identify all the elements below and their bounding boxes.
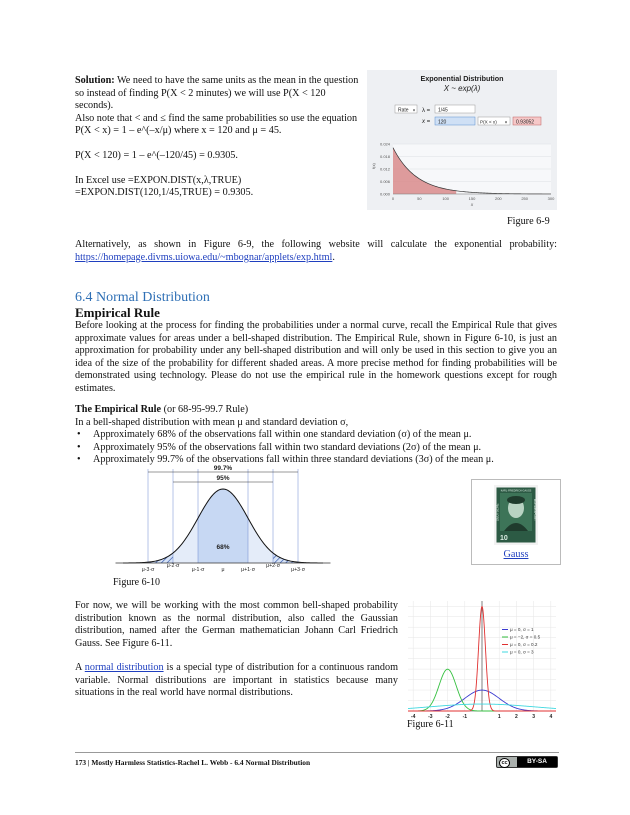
legend-label: μ = 0, σ = 0.2 bbox=[510, 642, 538, 647]
rule-bullets bbox=[75, 429, 557, 467]
x-tick-label: 4 bbox=[549, 714, 553, 720]
prob-output-value: 0.93052 bbox=[516, 119, 535, 126]
applet-title: Exponential Distribution bbox=[420, 74, 504, 83]
sigma-tick-label: μ+1·σ bbox=[241, 567, 255, 573]
gauss-stamp-frame bbox=[471, 479, 561, 565]
x-tick-label: 200 bbox=[494, 196, 502, 201]
stamp-value: 10 bbox=[500, 535, 508, 542]
one-sigma-region bbox=[198, 489, 248, 563]
empirical-rule-block: The Empirical Rule (or 68-95-99.7 Rule) In a bell-shaped distribution with mean μ and standard deviation σ, • Approximately 68% of the observations fall within one standard deviation (σ) of the mean μ. • Approximately 95% of the observations fall within two standard deviations (2σ) of the mean μ. • Approximately 99.7% of the observations fall within three standard deviations (3σ) of the mean μ. bbox=[75, 404, 557, 467]
sigma-tick-label: μ-3·σ bbox=[141, 567, 155, 573]
stamp-left-text: DEUTSCHE bbox=[495, 503, 500, 521]
x-tick-label: 250 bbox=[521, 196, 529, 201]
y-tick-label: 0.024 bbox=[379, 141, 390, 147]
y-tick-label: 0.006 bbox=[379, 179, 390, 184]
x-tick-label: 3 bbox=[532, 714, 536, 720]
legend-label: μ = −2, σ = 0.5 bbox=[510, 634, 541, 640]
alternative-paragraph: Alternatively, as shown in Figure 6-9, the following website will calculate the exponential probability: https://homepage.divms.uiowa.edu/~mbognar/applets/exp.html. bbox=[75, 239, 557, 263]
license-label: BY-SA bbox=[517, 757, 557, 767]
p95-label: 95% bbox=[216, 475, 230, 482]
p68-label: 68% bbox=[216, 544, 230, 551]
cc-license-badge[interactable] bbox=[496, 756, 558, 768]
x-input-value: 120 bbox=[438, 119, 447, 126]
y-tick-label: 0.000 bbox=[379, 191, 390, 197]
empirical-plot bbox=[116, 465, 331, 573]
applet-url-link[interactable]: https://homepage.divms.uiowa.edu/~mbognar/applets/exp.html bbox=[75, 251, 333, 263]
rule-lead: In a bell-shaped distribution with mean μ and standard deviation σ, bbox=[75, 416, 349, 428]
legend-label: μ = 0, σ = 3 bbox=[510, 649, 534, 655]
normal-curves-figure bbox=[404, 597, 560, 723]
x-tick-label: -4 bbox=[410, 714, 416, 720]
y-axis-label: f(x) bbox=[371, 163, 376, 169]
normal-plot bbox=[408, 601, 556, 720]
x-tick-label: 100 bbox=[442, 196, 450, 201]
x-tick-label: -2 bbox=[445, 714, 450, 720]
x-tick-label: -1 bbox=[462, 714, 468, 720]
normal-distribution-paragraph: For now, we will be working with the most common bell-shaped probability distribution known as the normal distribution, also called the Gaussian distribution, named after the German mathematician Johann Carl Friedrich Gauss. See Figure 6-11. bbox=[75, 600, 398, 649]
exponential-applet-figure bbox=[367, 70, 557, 210]
section-title: 6.4 Normal Distribution bbox=[75, 290, 210, 305]
footer-rule bbox=[75, 752, 559, 753]
solution-label: Solution: bbox=[75, 75, 115, 86]
x-tick-label: 300 bbox=[547, 196, 555, 201]
excel-line-1: In Excel use =EXPON.DIST(x,λ,TRUE) bbox=[75, 174, 242, 186]
x-tick-label: 150 bbox=[468, 196, 476, 201]
sigma-tick-label: μ-1·σ bbox=[191, 567, 205, 573]
x-axis-label: x bbox=[470, 202, 474, 207]
sigma-tick-label: μ-2·σ bbox=[166, 563, 180, 569]
normal-distribution-link[interactable]: normal distribution bbox=[84, 662, 164, 673]
x-tick-label: -3 bbox=[428, 714, 433, 720]
x-tick-label: 0 bbox=[391, 196, 395, 201]
rate-select-label: Rate bbox=[398, 107, 409, 114]
gauss-link[interactable]: Gauss bbox=[503, 549, 529, 560]
lambda-input-value: 1/45 bbox=[438, 107, 448, 114]
prob-select-label: P(X < x) bbox=[480, 119, 497, 125]
figure-6-9-caption: Figure 6-9 bbox=[507, 216, 550, 227]
y-tick-label: 0.018 bbox=[379, 154, 390, 159]
prob-chevron-icon: ▾ bbox=[505, 119, 508, 125]
intro-paragraph: Before looking at the process for finding the probabilities under a normal curve, recall the Empirical Rule that gives approximate values for areas under a bell-shaped distribution. The Empirical Rule, shown in Figure 6-10, is just an approximation for probability under any bell-shaped distribution and will only be used in this section to give you an idea of the size of the probability for different shaded areas. A more precise method for finding probabilities will be demonstrated using technology. Please do not use the empirical rule in the homework questions except for rough estimates. bbox=[75, 320, 557, 394]
normal-definition-paragraph: A normal distribution is a special type of distribution for a continuous random variable. Normal distributions are important in statistics because many situations in the real world have normal distributions. bbox=[75, 662, 398, 699]
rule-bullet: • Approximately 95% of the observations fall within two standard deviations (2σ) of the mean μ. bbox=[75, 442, 557, 455]
gauss-stamp-image bbox=[494, 485, 538, 545]
x-tick-label: 2 bbox=[515, 714, 518, 720]
rule-bullet: • Approximately 68% of the observations fall within one standard deviation (σ) of the mean μ. bbox=[75, 429, 557, 442]
excel-line-2: =EXPON.DIST(120,1/45,TRUE) = 0.9305. bbox=[75, 187, 254, 199]
x-label: x = bbox=[422, 119, 431, 125]
sigma-tick-label: μ bbox=[221, 567, 225, 573]
empirical-rule-figure bbox=[108, 463, 338, 579]
solution-block: Solution: We need to have the same units as the mean in the question so instead of finding P(X < 2 minutes) we will use P(X < 120 seconds). Also note that < and ≤ find the same probabilities so use the equation P(X < x) = 1 – e^(–x/μ) where x = 120 and μ = 45. P(X < 120) = 1 – e^(–120/45) = 0.9305. In Excel use =EXPON.DIST(x,λ,TRUE) =EXPON.DIST(120,1/45,TRUE) = 0.9305. bbox=[75, 75, 365, 200]
stamp-right-text: BUNDESPOST bbox=[533, 499, 537, 521]
solution-calc: P(X < 120) = 1 – e^(–120/45) = 0.9305. bbox=[75, 149, 238, 161]
empirical-rule-heading: Empirical Rule bbox=[75, 305, 160, 320]
rate-chevron-icon: ▾ bbox=[413, 107, 416, 113]
footer-text: 173 | Mostly Harmless Statistics-Rachel L. Webb - 6.4 Normal Distribution bbox=[75, 758, 311, 767]
x-tick-label: 1 bbox=[497, 714, 501, 720]
cc-icon: cc bbox=[499, 758, 510, 768]
y-tick-label: 0.012 bbox=[379, 166, 390, 172]
rule-bullet: • Approximately 99.7% of the observations fall within three standard deviations (3σ) of the mean μ. bbox=[75, 454, 557, 467]
figure-6-10-caption: Figure 6-10 bbox=[113, 577, 160, 588]
sigma-tick-label: μ+2·σ bbox=[266, 563, 280, 569]
stamp-top-text: KARL·FRIEDRICH·GAUSS bbox=[500, 489, 532, 493]
legend-label: μ = 0, σ = 1 bbox=[510, 627, 534, 632]
p997-label: 99.7% bbox=[213, 465, 233, 472]
x-tick-label: 50 bbox=[417, 196, 422, 201]
applet-formula: X ~ exp(λ) bbox=[443, 84, 481, 93]
figure-6-11-caption: Figure 6-11 bbox=[407, 719, 454, 730]
rule-title: The Empirical Rule bbox=[75, 404, 162, 415]
lambda-label: λ = bbox=[422, 108, 431, 114]
sigma-tick-label: μ+3·σ bbox=[291, 567, 305, 573]
